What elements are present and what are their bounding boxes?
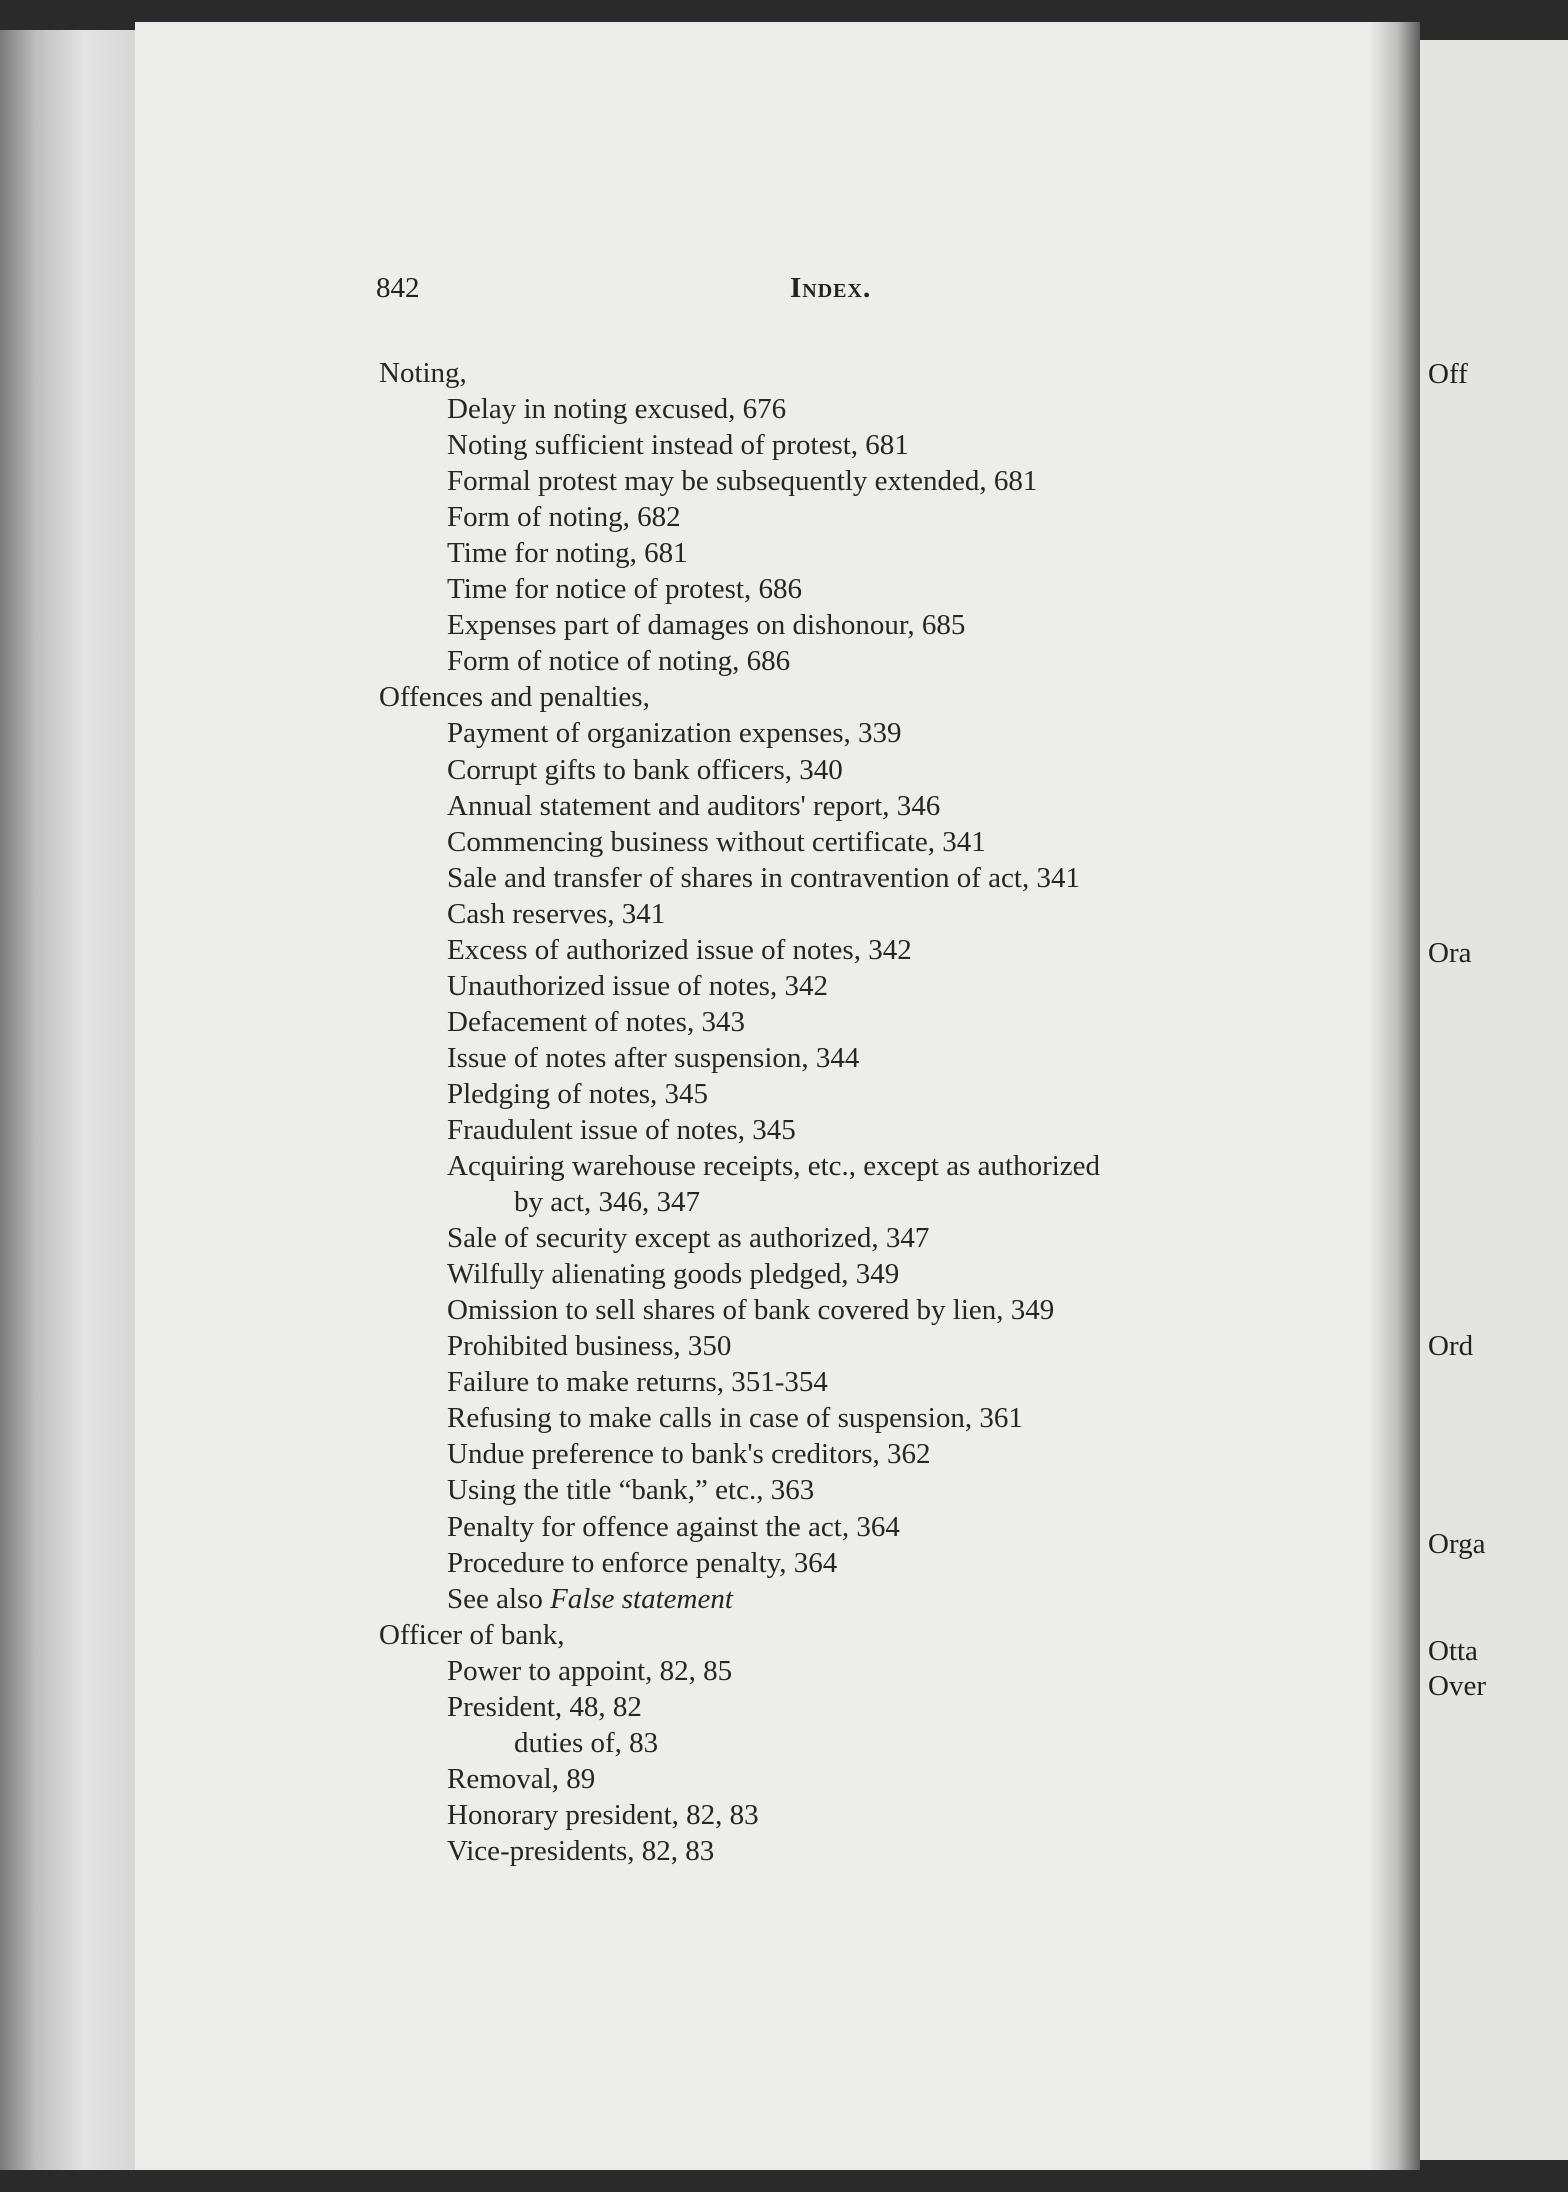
index-subentry <box>379 752 1339 788</box>
entry-text: Noting, <box>379 357 467 389</box>
entry-text: Vice-presidents, 82, 83 <box>447 1834 715 1867</box>
adjacent-fragment: Over <box>1428 1670 1486 1702</box>
index-subentry <box>379 1256 1339 1292</box>
index-subentry <box>379 391 1339 427</box>
entry-text: Cash reserves, 341 <box>447 897 666 930</box>
index-subentry <box>379 824 1339 860</box>
entry-text: Pledging of notes, 345 <box>447 1077 708 1110</box>
index-subentry <box>379 1004 1339 1040</box>
entry-text: Acquiring warehouse receipts, etc., except as authorized <box>447 1150 1101 1183</box>
entry-text: by act, 346, 347 <box>514 1186 701 1219</box>
index-subentry <box>379 607 1339 643</box>
entry-text: Undue preference to bank's creditors, 362 <box>447 1438 931 1471</box>
entry-text: Form of notice of noting, 686 <box>447 645 791 678</box>
index-subentry <box>379 932 1339 968</box>
entry-text: Defacement of notes, 343 <box>447 1005 745 1038</box>
index-subentry <box>379 1292 1339 1328</box>
entry-text: Offences and penalties, <box>379 681 650 714</box>
adjacent-fragment: Ord <box>1428 1330 1474 1362</box>
cross-reference: False statement <box>550 1582 733 1615</box>
entry-text: See also <box>447 1582 551 1615</box>
page-title: Index. <box>790 272 872 304</box>
entry-text: Form of noting, 682 <box>447 501 681 534</box>
entry-text: Noting sufficient instead of protest, 681 <box>447 429 909 462</box>
entry-text: Wilfully alienating goods pledged, 349 <box>447 1258 900 1291</box>
index-heading <box>379 355 1339 391</box>
page-number: 842 <box>376 272 420 304</box>
index-subentry <box>379 896 1339 932</box>
index-subentry <box>379 499 1339 535</box>
entry-text: Honorary president, 82, 83 <box>447 1798 759 1831</box>
entry-text: Fraudulent issue of notes, 345 <box>447 1113 796 1146</box>
entry-text: Power to appoint, 82, 85 <box>447 1654 733 1687</box>
index-subentry <box>379 1040 1339 1076</box>
adjacent-fragment: Off <box>1428 358 1468 390</box>
entry-text: Penalty for offence against the act, 364 <box>447 1510 900 1543</box>
entry-text: Sale and transfer of shares in contravention of act, 341 <box>447 861 1080 894</box>
entry-text: Removal, 89 <box>447 1762 596 1795</box>
index-subentry <box>379 1148 1339 1184</box>
entry-text: Formal protest may be subsequently extended, 681 <box>447 465 1038 498</box>
entry-text: Delay in noting excused, 676 <box>447 393 787 426</box>
index-subentry <box>379 1833 1339 1869</box>
index-subentry <box>379 1509 1339 1545</box>
entry-text: Officer of bank, <box>379 1618 565 1651</box>
index-subentry <box>379 860 1339 896</box>
entry-text: Prohibited business, 350 <box>447 1330 732 1363</box>
index-continuation <box>379 1184 1339 1220</box>
index-subentry <box>379 1112 1339 1148</box>
index-subentry <box>379 643 1339 679</box>
entry-text: Commencing business without certificate, 341 <box>447 825 986 858</box>
entry-text: Sale of security except as authorized, 347 <box>447 1222 930 1255</box>
index-subentry <box>379 1653 1339 1689</box>
entry-text: Using the title “bank,” etc., 363 <box>447 1474 815 1507</box>
index-subentry <box>379 788 1339 824</box>
index-continuation <box>379 1725 1339 1761</box>
adjacent-fragment: Ora <box>1428 937 1472 969</box>
index-heading <box>379 1617 1339 1653</box>
entry-text: Time for notice of protest, 686 <box>447 573 802 606</box>
index-subentry <box>379 715 1339 751</box>
entry-text: President, 48, 82 <box>447 1690 642 1723</box>
index-subentry <box>379 1328 1339 1364</box>
index-subentry <box>379 1581 1339 1617</box>
index-subentry <box>379 1545 1339 1581</box>
index-subentry <box>379 1761 1339 1797</box>
entry-text: Annual statement and auditors' report, 346 <box>447 789 941 822</box>
entry-text: Refusing to make calls in case of suspension, 361 <box>447 1402 1023 1435</box>
index-subentry <box>379 968 1339 1004</box>
entry-text: duties of, 83 <box>514 1726 659 1759</box>
index-entry-list <box>379 355 1339 1869</box>
book-page-stack-edge <box>0 30 140 2170</box>
entry-text: Omission to sell shares of bank covered by lien, 349 <box>447 1294 1055 1327</box>
adjacent-page <box>1420 40 1568 2160</box>
index-subentry <box>379 1472 1339 1508</box>
entry-text: Corrupt gifts to bank officers, 340 <box>447 753 843 786</box>
index-subentry <box>379 1364 1339 1400</box>
index-heading <box>379 679 1339 715</box>
index-subentry <box>379 1797 1339 1833</box>
index-subentry <box>379 535 1339 571</box>
entry-text: Time for noting, 681 <box>447 537 688 570</box>
index-subentry <box>379 1436 1339 1472</box>
book-gutter-shadow <box>1370 22 1420 2170</box>
index-subentry <box>379 1689 1339 1725</box>
index-subentry <box>379 463 1339 499</box>
entry-text: Issue of notes after suspension, 344 <box>447 1041 860 1074</box>
entry-text: Failure to make returns, 351-354 <box>447 1366 828 1399</box>
entry-text: Unauthorized issue of notes, 342 <box>447 969 828 1002</box>
index-subentry <box>379 1400 1339 1436</box>
entry-text: Procedure to enforce penalty, 364 <box>447 1546 838 1579</box>
entry-text: Payment of organization expenses, 339 <box>447 717 902 750</box>
entry-text: Excess of authorized issue of notes, 342 <box>447 933 912 966</box>
adjacent-fragment: Orga <box>1428 1528 1486 1560</box>
index-subentry <box>379 427 1339 463</box>
index-subentry <box>379 1076 1339 1112</box>
index-subentry <box>379 571 1339 607</box>
entry-text: Expenses part of damages on dishonour, 685 <box>447 609 966 642</box>
index-subentry <box>379 1220 1339 1256</box>
adjacent-fragment: Otta <box>1428 1635 1478 1667</box>
